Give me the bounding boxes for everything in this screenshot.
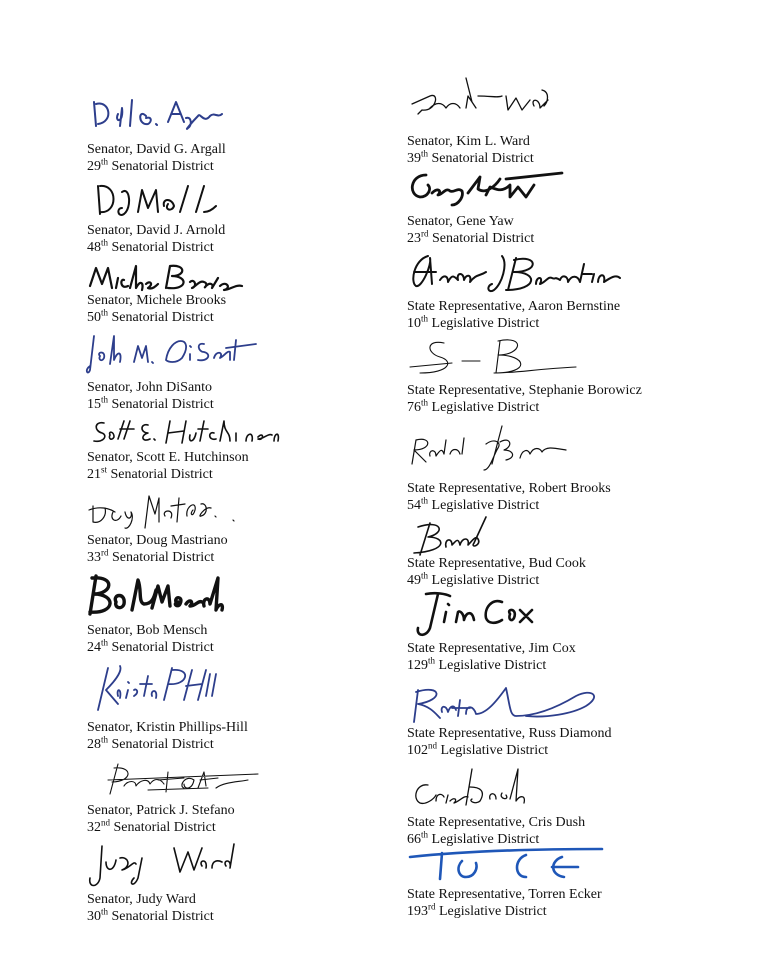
signature-mastriano [85,488,245,533]
signature-russ-diamond [406,678,606,728]
signature-gene-yaw [406,165,566,210]
signature-mensch [86,568,226,620]
signature-arnold [92,178,222,223]
signer-district: 39th Senatorial District [407,148,534,166]
signer-district: 50th Senatorial District [87,307,214,325]
signer-district: 32nd Senatorial District [87,817,216,835]
signer-name: Senator, John DiSanto [87,380,213,395]
signer-name: Senator, Scott E. Hutchinson [87,450,249,465]
signer-name: State Representative, Cris Dush [407,815,586,830]
signer-district: 21st Senatorial District [87,464,213,482]
signer-district: 10th Legislative District [407,313,540,331]
signer-district: 28th Senatorial District [87,734,214,752]
signer-name: Senator, Patrick J. Stefano [87,803,235,818]
signer-district: 24th Senatorial District [87,637,214,655]
signer-district: 33rd Senatorial District [87,547,215,565]
signature-hutchinson [90,415,280,450]
signer-district: 48th Senatorial District [87,237,214,255]
signature-judy-ward [84,838,249,893]
signature-kim-ward [406,72,556,127]
signer-district: 54th Legislative District [407,495,540,513]
signer-name: Senator, Judy Ward [87,892,196,907]
signature-stefano [88,760,268,798]
signer-district: 15th Senatorial District [87,394,214,412]
signer-name: State Representative, Russ Diamond [407,726,612,741]
signer-district: 102nd Legislative District [407,740,549,758]
signer-name: Senator, Michele Brooks [87,293,227,308]
signature-bud-cook [406,515,506,560]
signer-district: 193rd Legislative District [407,901,547,919]
signature-robert-brooks [406,418,576,473]
signature-argall [88,92,228,137]
signer-district: 76th Legislative District [407,397,540,415]
signature-phillips-hill [88,660,218,715]
signature-cris-dush [406,765,556,810]
signer-name: State Representative, Aaron Bernstine [407,299,621,314]
signature-disanto [86,330,261,378]
signature-bernstine [406,250,626,298]
signer-district: 30th Senatorial District [87,906,214,924]
signer-name: State Representative, Robert Brooks [407,481,611,496]
signature-borowicz [406,333,586,383]
signature-torren-ecker [406,843,606,885]
signer-name: Senator, Gene Yaw [407,214,514,229]
signer-name: Senator, Kristin Phillips-Hill [87,720,248,735]
signer-name: Senator, Bob Mensch [87,623,208,638]
signer-district: 49th Legislative District [407,570,540,588]
signer-district: 23rd Senatorial District [407,228,535,246]
signer-name: State Representative, Bud Cook [407,556,586,571]
signer-name: State Representative, Stephanie Borowicz [407,383,642,398]
signer-district: 29th Senatorial District [87,156,214,174]
signer-name: Senator, Kim L. Ward [407,134,530,149]
signer-district: 129th Legislative District [407,655,547,673]
signer-name: State Representative, Jim Cox [407,641,576,656]
signature-jim-cox [406,590,546,640]
signer-district: 66th Legislative District [407,829,540,847]
signer-name: Senator, Doug Mastriano [87,533,228,548]
signer-name: Senator, David J. Arnold [87,223,226,238]
signer-name: Senator, David G. Argall [87,142,226,157]
signer-name: State Representative, Torren Ecker [407,887,602,902]
